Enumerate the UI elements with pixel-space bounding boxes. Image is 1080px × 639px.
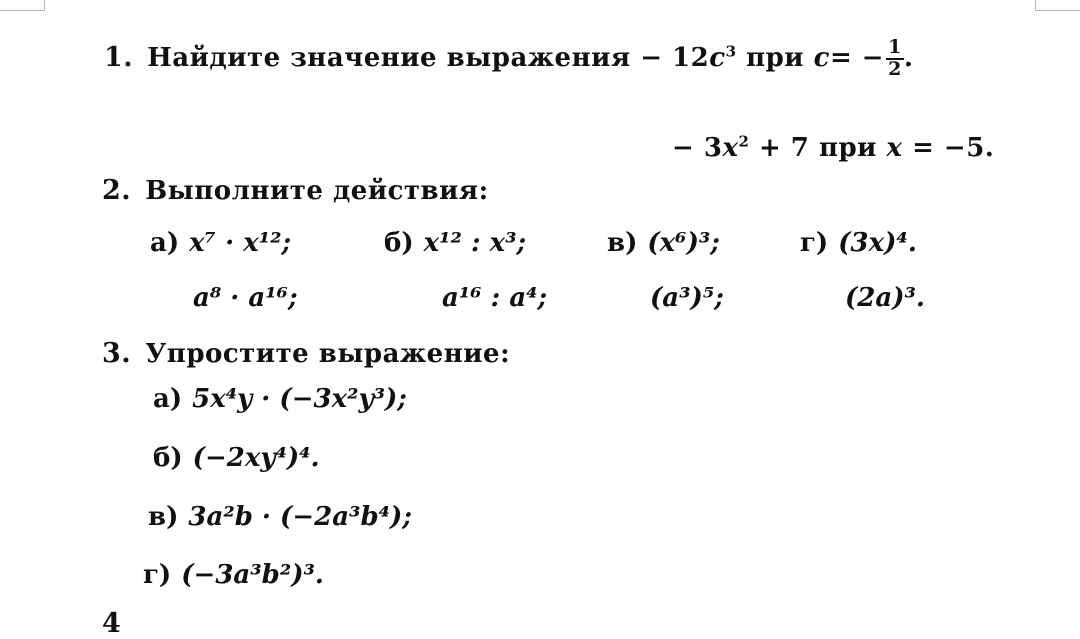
task1-extra-line xyxy=(672,133,994,163)
task3-b-label: б) xyxy=(153,443,183,473)
task3-a-expr: 5x⁴y · (−3x²y³); xyxy=(192,384,407,414)
task3-a-label: а) xyxy=(153,384,183,414)
task2-v2-expr: (a³)⁵; xyxy=(650,283,724,313)
task3-v-expr: 3a²b · (−2a³b⁴); xyxy=(188,502,412,532)
task1x-cond-val: = −5. xyxy=(902,133,995,163)
task2-a2-expr: a⁸ · a¹⁶; xyxy=(193,283,298,313)
task2-item-a2 xyxy=(193,283,298,313)
page-corner-right xyxy=(1035,0,1080,11)
task2-v-label: в) xyxy=(607,228,638,258)
task1x-var: x xyxy=(722,133,739,163)
task2-b-label: б) xyxy=(384,228,414,258)
task2-g-label: г) xyxy=(800,228,829,258)
task2-v-expr: (x⁶)³; xyxy=(647,228,720,258)
task3-number: 3. xyxy=(102,338,132,369)
task1-number: 1. xyxy=(104,41,134,73)
task2-g-expr: (3x)⁴. xyxy=(838,228,917,258)
task2-g2-expr: (2a)³. xyxy=(845,283,925,313)
task1-exp: 3 xyxy=(725,42,737,61)
task1-coef: − 12 xyxy=(640,42,710,73)
task1-text: Найдите значение выражения xyxy=(147,42,631,73)
task2-item-b2 xyxy=(442,283,547,313)
task1x-cond-var: x xyxy=(886,133,903,163)
task2-item-a xyxy=(150,228,291,258)
task1-line xyxy=(104,38,913,80)
task2-b-expr: x¹² : x³; xyxy=(423,228,527,258)
task3-v-label: в) xyxy=(148,502,179,532)
task1-frac-den: 2 xyxy=(888,57,902,80)
task2-text: Выполните действия: xyxy=(145,176,489,206)
task3-item-g xyxy=(143,560,324,590)
task2-item-b xyxy=(384,228,526,258)
task1-cond-var: c xyxy=(813,42,830,73)
task1x-coef: − 3 xyxy=(672,133,723,163)
task2-item-v2 xyxy=(650,283,724,313)
task1-cond-eq: = − xyxy=(829,42,885,73)
task1-fraction xyxy=(886,38,904,80)
task3-item-b xyxy=(153,443,320,473)
task1x-exp: 2 xyxy=(738,132,750,151)
task2-item-g2 xyxy=(845,283,925,313)
task1-end: . xyxy=(903,42,914,73)
task2-number: 2. xyxy=(102,175,132,206)
task1x-at: при xyxy=(818,133,877,163)
task3-item-v xyxy=(148,502,412,532)
task3-g-label: г) xyxy=(143,560,172,590)
task3-b-expr: (−2xy⁴)⁴. xyxy=(192,443,320,473)
task1-at: при xyxy=(746,42,805,73)
task2-a-expr: x⁷ · x¹²; xyxy=(189,228,292,258)
task1-var: c xyxy=(709,42,726,73)
task1x-plus: + 7 xyxy=(749,133,810,163)
task1-frac-num: 1 xyxy=(888,36,902,58)
page-corner-left xyxy=(0,0,45,11)
task2-item-v xyxy=(607,228,720,258)
task2-heading xyxy=(102,175,489,206)
task3-item-a xyxy=(153,384,407,414)
task2-b2-expr: a¹⁶ : a⁴; xyxy=(442,283,548,313)
task4-number: 4 xyxy=(102,608,121,639)
task2-item-g xyxy=(800,228,917,258)
task3-heading xyxy=(102,338,510,369)
task2-a-label: а) xyxy=(150,228,180,258)
task3-text: Упростите выражение: xyxy=(145,339,511,369)
task3-g-expr: (−3a³b²)³. xyxy=(181,560,324,590)
